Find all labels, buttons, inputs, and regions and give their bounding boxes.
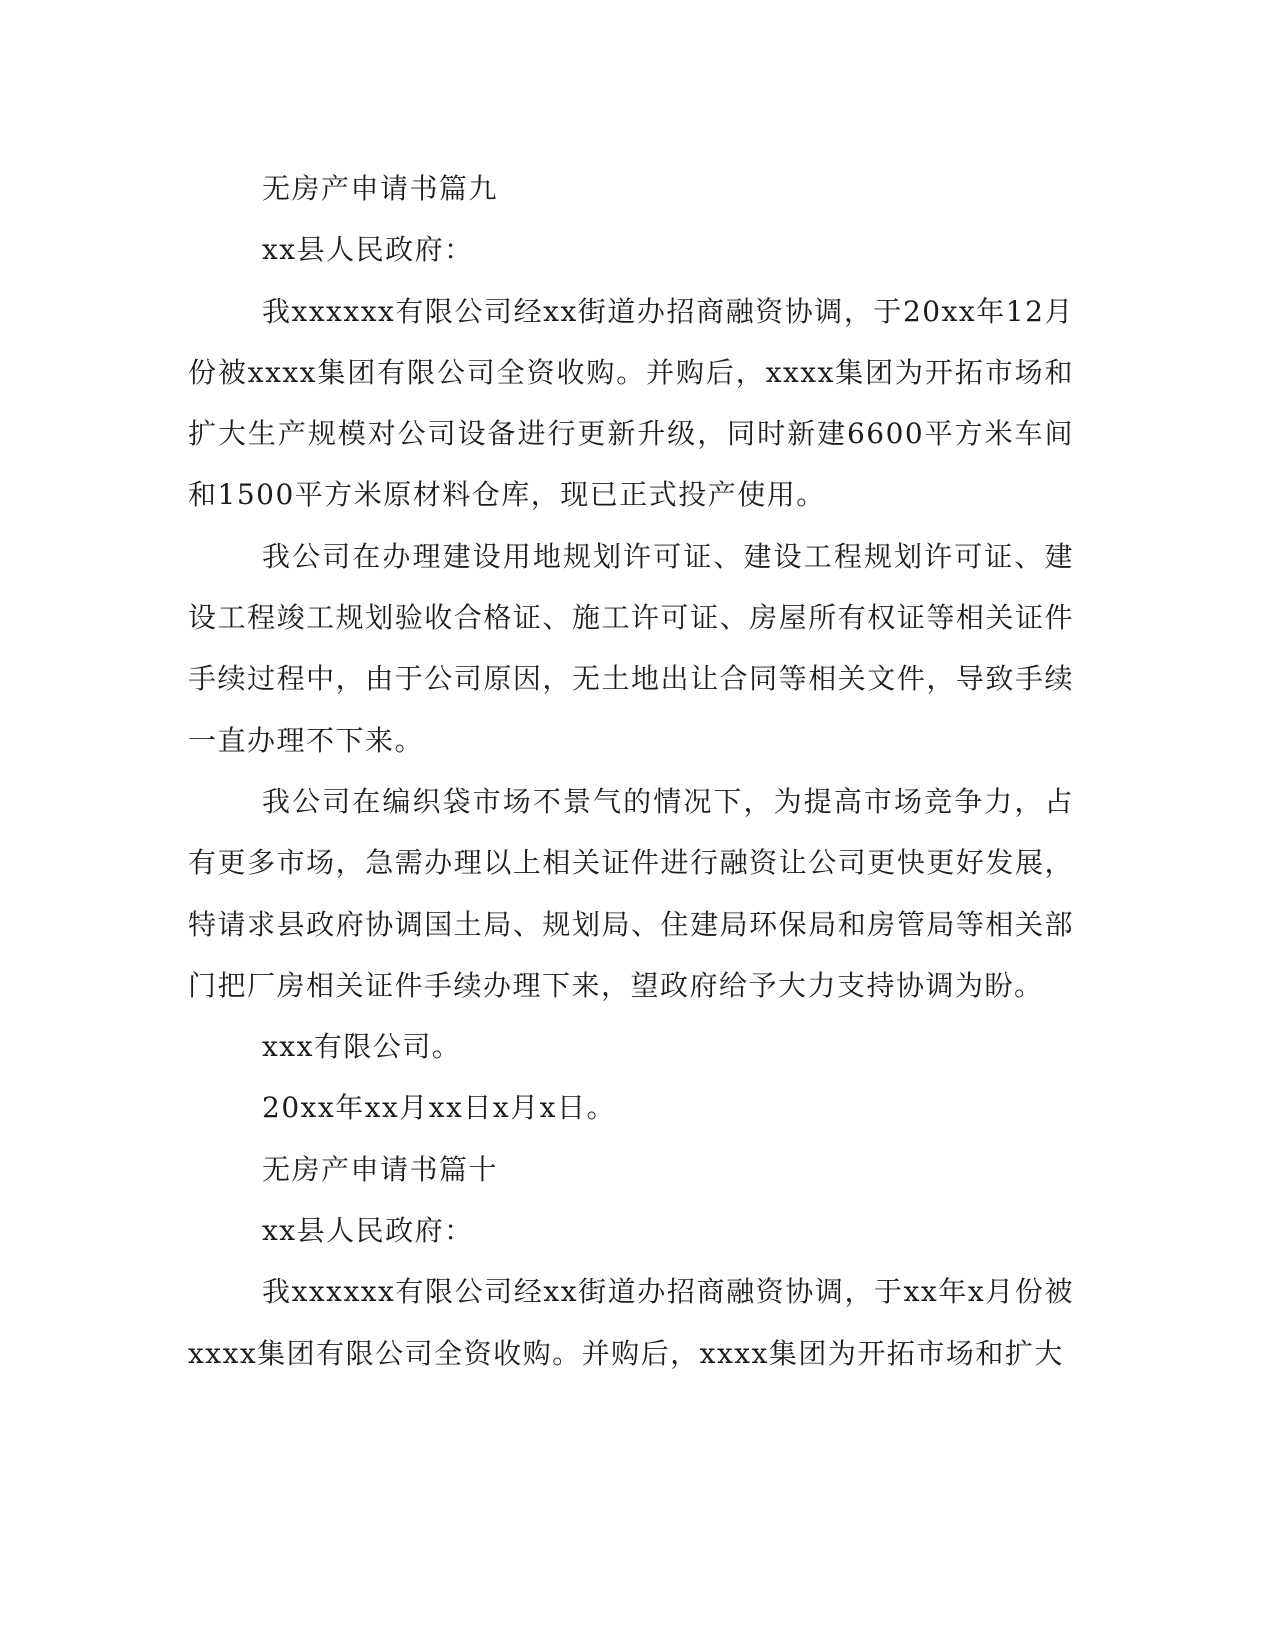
body-paragraph: 我公司在编织袋市场不景气的情况下，为提高市场竞争力，占有更多市场，急需办理以上相关证件进行融资让公司更快更好发展，特请求县政府协调国土局、规划局、住建局环保局和房管局等相关部门把厂房相关证件手续办理下来，望政府给予大力支持协调为盼。 xyxy=(188,784,1074,1002)
body-paragraph: 我公司在办理建设用地规划许可证、建设工程规划许可证、建设工程竣工规划验收合格证、施工许可证、房屋所有权证等相关证件手续过程中，由于公司原因，无土地出让合同等相关文件，导致手续一直办理不下来。 xyxy=(188,539,1074,757)
body-paragraph: 我xxxxxx有限公司经xx街道办招商融资协调，于xx年x月份被xxxx集团有限公司全资收购。并购后，xxxx集团为开拓市场和扩大 xyxy=(188,1275,1074,1370)
body-paragraph: 我xxxxxx有限公司经xx街道办招商融资协调，于20xx年12月份被xxxx集团有限公司全资收购。并购后，xxxx集团为开拓市场和扩大生产规模对公司设备进行更新升级，同时新建6600平方米车间和1500平方米原材料仓库，现已正式投产使用。 xyxy=(188,294,1074,512)
signature: xxx有限公司。 xyxy=(262,1030,462,1064)
section-heading: 无房产申请书篇九 xyxy=(262,172,499,205)
section-heading: 无房产申请书篇十 xyxy=(262,1152,499,1186)
addressee: xx县人民政府： xyxy=(262,1214,474,1248)
document-body xyxy=(188,158,1074,1384)
addressee: xx县人民政府： xyxy=(262,233,474,267)
date-line: 20xx年xx月xx日x月x日。 xyxy=(262,1091,616,1125)
